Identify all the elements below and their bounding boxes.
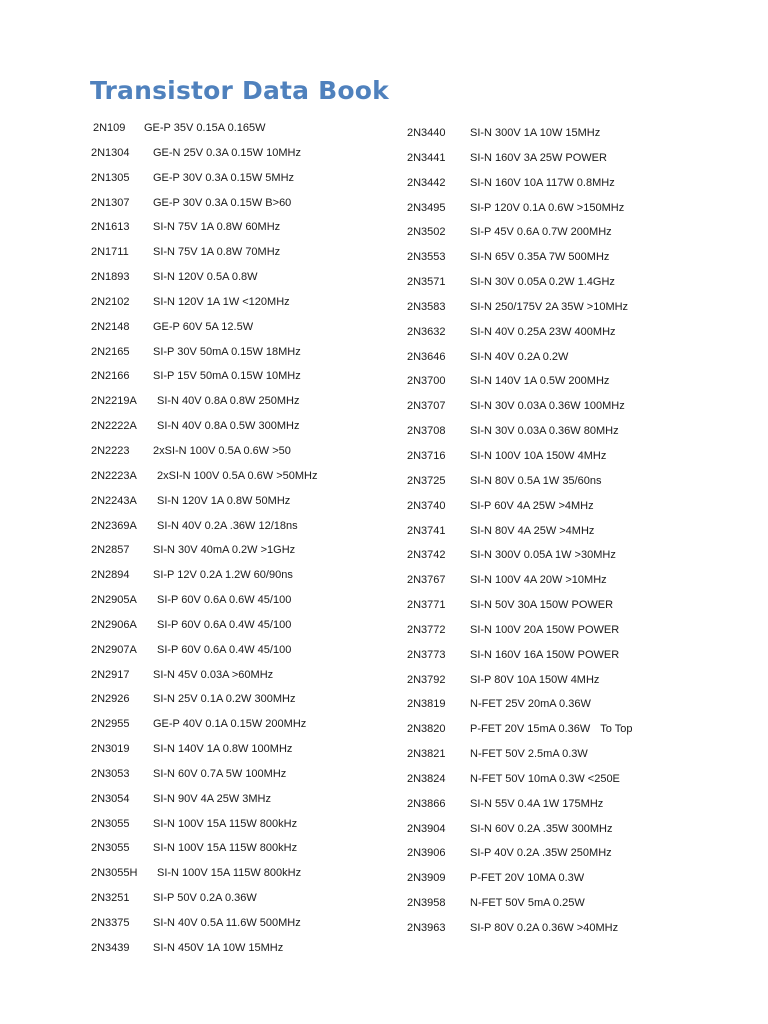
part-spec xyxy=(157,417,299,435)
spec-text: SI-P 30V 50mA 0.15W 18MHz xyxy=(153,345,301,358)
spec-text: SI-N 60V 0.7A 5W 100MHz xyxy=(153,767,287,780)
part-spec xyxy=(470,273,615,291)
spec-text: SI-N 160V 3A 25W POWER xyxy=(470,151,607,164)
part-number: 2N1613 xyxy=(91,221,130,234)
part-number: 2N3495 xyxy=(407,201,446,214)
part-spec xyxy=(470,348,568,366)
spec-text: SI-N 90V 4A 25W 3MHz xyxy=(153,792,271,805)
part-number: 2N3792 xyxy=(407,673,446,686)
spec-text: SI-P 60V 0.6A 0.4W 45/100 xyxy=(157,643,292,656)
spec-text: SI-P 60V 0.6A 0.6W 45/100 xyxy=(157,594,292,607)
part-spec xyxy=(153,566,293,584)
part-spec xyxy=(470,571,607,589)
part-spec xyxy=(470,372,609,390)
part-spec xyxy=(157,467,318,485)
part-spec xyxy=(153,169,294,187)
spec-text: SI-N 80V 4A 25W >4MHz xyxy=(470,524,595,537)
spec-text: P-FET 20V 15mA 0.36W xyxy=(470,723,591,736)
part-number: 2N3646 xyxy=(407,350,446,363)
part-spec xyxy=(470,323,616,341)
spec-text: SI-N 65V 0.35A 7W 500MHz xyxy=(470,251,610,264)
part-spec xyxy=(153,889,257,907)
spec-text: GE-P 30V 0.3A 0.15W 5MHz xyxy=(153,171,295,184)
part-number: 2N1893 xyxy=(91,271,130,284)
spec-text: SI-N 100V 20A 150W POWER xyxy=(470,623,620,636)
part-number: 2N2857 xyxy=(91,544,130,557)
part-number: 2N1304 xyxy=(91,146,130,159)
spec-text: SI-P 60V 0.6A 0.4W 45/100 xyxy=(157,618,292,631)
spec-text: SI-N 25V 0.1A 0.2W 300MHz xyxy=(153,693,296,706)
part-spec xyxy=(470,248,609,266)
spec-text: SI-N 100V 15A 115W 800kHz xyxy=(153,842,298,855)
part-number: 2N2917 xyxy=(91,668,130,681)
part-spec xyxy=(470,720,632,738)
part-spec xyxy=(157,517,298,535)
part-spec xyxy=(470,174,615,192)
part-number: 2N3707 xyxy=(407,400,446,413)
part-number: 2N3055 xyxy=(91,842,130,855)
part-spec xyxy=(470,695,591,713)
part-number: 2N3773 xyxy=(407,648,446,661)
part-number: 2N3375 xyxy=(91,917,130,929)
spec-text: N-FET 50V 10mA 0.3W <250E xyxy=(470,772,620,785)
part-number: 2N3963 xyxy=(407,922,446,934)
spec-text: SI-N 120V 1A 0.8W 50MHz xyxy=(157,494,291,507)
spec-text: SI-N 100V 10A 150W 4MHz xyxy=(470,449,607,462)
part-spec xyxy=(153,144,301,162)
part-spec xyxy=(153,318,253,336)
part-spec xyxy=(470,447,606,465)
spec-text: SI-N 40V 0.2A .36W 12/18ns xyxy=(157,519,298,532)
part-spec xyxy=(153,839,297,857)
part-number: 2N1307 xyxy=(91,196,130,209)
part-spec xyxy=(153,666,273,684)
part-spec xyxy=(470,621,619,639)
part-spec xyxy=(470,149,607,167)
part-spec xyxy=(153,343,301,361)
part-spec xyxy=(157,641,291,659)
spec-text: GE-P 30V 0.3A 0.15W B>60 xyxy=(153,196,292,209)
part-spec xyxy=(153,740,292,758)
spec-text: SI-N 75V 1A 0.8W 60MHz xyxy=(153,221,281,234)
spec-text: 2xSI-N 100V 0.5A 0.6W >50MHz xyxy=(157,469,318,482)
part-number: 2N3251 xyxy=(91,892,130,905)
part-spec xyxy=(470,671,599,689)
spec-text: SI-N 30V 0.03A 0.36W 80MHz xyxy=(470,425,619,438)
part-number: 2N3772 xyxy=(407,623,446,636)
part-spec xyxy=(157,616,291,634)
part-number: 2N2907A xyxy=(91,643,137,656)
spec-text: GE-P 40V 0.1A 0.15W 200MHz xyxy=(153,718,307,731)
part-spec xyxy=(157,492,290,510)
part-number: 2N3502 xyxy=(407,226,446,239)
part-spec xyxy=(470,472,601,490)
part-number: 2N3441 xyxy=(407,151,446,164)
part-spec xyxy=(470,919,618,937)
spec-text: SI-N 250/175V 2A 35W >10MHz xyxy=(470,300,629,313)
part-spec xyxy=(153,914,301,932)
spec-text: N-FET 50V 2.5mA 0.3W xyxy=(470,748,588,761)
part-number: 2N3716 xyxy=(407,449,446,462)
spec-text: GE-N 25V 0.3A 0.15W 10MHz xyxy=(153,146,301,159)
part-number: 2N2906A xyxy=(91,618,137,631)
spec-text: N-FET 50V 5mA 0.25W xyxy=(470,897,585,910)
part-number: 2N2223 xyxy=(91,444,130,457)
part-number: 2N3632 xyxy=(407,325,446,338)
part-spec xyxy=(470,745,588,763)
spec-text: SI-P 45V 0.6A 0.7W 200MHz xyxy=(470,226,612,239)
part-number: 2N3440 xyxy=(407,127,446,139)
spec-text: P-FET 20V 10MA 0.3W xyxy=(470,872,585,885)
part-number: 2N3553 xyxy=(407,251,446,264)
spec-text: SI-N 40V 0.8A 0.5W 300MHz xyxy=(157,420,300,433)
part-spec xyxy=(470,596,613,614)
spec-text: SI-N 40V 0.2A 0.2W xyxy=(470,350,569,363)
spec-text: SI-P 12V 0.2A 1.2W 60/90ns xyxy=(153,569,293,582)
part-spec xyxy=(153,765,286,783)
part-number: 2N2905A xyxy=(91,594,137,607)
spec-text: SI-N 300V 0.05A 1W >30MHz xyxy=(470,549,616,562)
spec-text: SI-N 40V 0.5A 11.6W 500MHz xyxy=(153,917,301,929)
spec-text: SI-N 40V 0.8A 0.8W 250MHz xyxy=(157,395,300,408)
spec-text: SI-N 30V 0.05A 0.2W 1.4GHz xyxy=(470,276,615,289)
part-spec xyxy=(470,894,585,912)
spec-text: SI-P 80V 10A 150W 4MHz xyxy=(470,673,600,686)
part-number: 2N2102 xyxy=(91,295,130,308)
part-spec xyxy=(470,522,594,540)
part-spec xyxy=(470,844,612,862)
part-spec xyxy=(153,690,295,708)
part-number: 2N3725 xyxy=(407,474,446,487)
part-spec xyxy=(470,223,612,241)
to-top-link[interactable]: To Top xyxy=(600,723,633,736)
part-spec xyxy=(470,646,619,664)
spec-text: SI-P 15V 50mA 0.15W 10MHz xyxy=(153,370,301,383)
part-spec xyxy=(470,397,625,415)
spec-text: SI-N 100V 4A 20W >10MHz xyxy=(470,574,607,587)
part-number: 2N3767 xyxy=(407,574,446,587)
part-number: 2N3740 xyxy=(407,499,446,512)
part-number: 2N3053 xyxy=(91,767,130,780)
part-number: 2N2223A xyxy=(91,469,137,482)
part-spec xyxy=(153,367,301,385)
spec-text: SI-N 45V 0.03A >60MHz xyxy=(153,668,274,681)
spec-text: 2xSI-N 100V 0.5A 0.6W >50 xyxy=(153,444,291,457)
spec-text: SI-N 160V 10A 117W 0.8MHz xyxy=(470,176,615,189)
part-number: 2N2219A xyxy=(91,395,137,408)
part-number: 2N3054 xyxy=(91,792,130,805)
part-spec xyxy=(470,795,603,813)
part-number: 2N2926 xyxy=(91,693,130,706)
part-number: 2N1305 xyxy=(91,171,130,184)
part-number: 2N2165 xyxy=(91,345,130,358)
part-spec xyxy=(153,218,280,236)
part-spec xyxy=(470,497,594,515)
part-number: 2N3439 xyxy=(91,941,130,954)
part-number: 2N3055H xyxy=(91,867,138,880)
part-number: 2N3824 xyxy=(407,772,446,785)
part-spec xyxy=(153,815,297,833)
part-number: 2N3742 xyxy=(407,549,446,562)
part-number: 2N3741 xyxy=(407,524,446,537)
spec-text: SI-P 40V 0.2A .35W 250MHz xyxy=(470,847,612,860)
spec-text: GE-P 35V 0.15A 0.165W xyxy=(144,122,266,134)
part-number: 2N3571 xyxy=(407,276,446,289)
spec-text: SI-N 100V 15A 115W 800kHz xyxy=(157,867,302,880)
part-spec xyxy=(470,820,612,838)
part-number: 2N2222A xyxy=(91,420,137,433)
part-number: 2N109 xyxy=(93,122,126,134)
part-spec xyxy=(153,715,306,733)
part-spec xyxy=(153,194,291,212)
spec-text: GE-P 60V 5A 12.5W xyxy=(153,320,254,333)
spec-text: SI-N 140V 1A 0.5W 200MHz xyxy=(470,375,610,388)
part-spec xyxy=(470,770,620,788)
part-spec xyxy=(153,293,290,311)
part-spec xyxy=(470,422,619,440)
part-number: 2N3821 xyxy=(407,748,446,761)
part-spec xyxy=(470,124,600,142)
part-spec xyxy=(470,546,616,564)
part-spec xyxy=(153,243,280,261)
part-number: 2N3820 xyxy=(407,723,446,736)
spec-text: SI-N 60V 0.2A .35W 300MHz xyxy=(470,822,613,835)
spec-text: SI-P 60V 4A 25W >4MHz xyxy=(470,499,594,512)
spec-text: SI-N 55V 0.4A 1W 175MHz xyxy=(470,797,604,810)
part-spec xyxy=(157,591,291,609)
spec-text: SI-P 120V 0.1A 0.6W >150MHz xyxy=(470,201,625,214)
part-number: 2N3866 xyxy=(407,797,446,810)
part-number: 2N2369A xyxy=(91,519,137,532)
spec-text: SI-N 40V 0.25A 23W 400MHz xyxy=(470,325,616,338)
spec-text: SI-N 300V 1A 10W 15MHz xyxy=(470,127,601,139)
spec-text: SI-N 100V 15A 115W 800kHz xyxy=(153,817,298,830)
spec-text: SI-N 50V 30A 150W POWER xyxy=(470,599,614,612)
part-spec xyxy=(153,939,283,957)
part-number: 2N3019 xyxy=(91,743,130,756)
part-spec xyxy=(144,119,265,137)
part-spec xyxy=(470,199,624,217)
part-number: 2N2166 xyxy=(91,370,130,383)
part-number: 2N1711 xyxy=(91,246,129,259)
spec-text: SI-P 50V 0.2A 0.36W xyxy=(153,892,257,905)
part-spec xyxy=(470,298,628,316)
part-number: 2N3909 xyxy=(407,872,446,885)
spec-text: SI-N 140V 1A 0.8W 100MHz xyxy=(153,743,293,756)
spec-text: SI-N 75V 1A 0.8W 70MHz xyxy=(153,246,281,259)
part-number: 2N3819 xyxy=(407,698,446,711)
part-number: 2N2894 xyxy=(91,569,130,582)
part-spec xyxy=(153,790,271,808)
spec-text: SI-N 120V 0.5A 0.8W xyxy=(153,271,258,284)
part-number: 2N2148 xyxy=(91,320,130,333)
spec-text: SI-N 120V 1A 1W <120MHz xyxy=(153,295,290,308)
part-number: 2N3700 xyxy=(407,375,446,388)
part-spec xyxy=(153,442,291,460)
part-number: 2N3958 xyxy=(407,897,446,910)
part-spec xyxy=(153,541,295,559)
part-number: 2N3904 xyxy=(407,822,446,835)
part-spec xyxy=(157,392,299,410)
part-number: 2N3055 xyxy=(91,817,130,830)
spec-text: SI-N 30V 0.03A 0.36W 100MHz xyxy=(470,400,625,413)
spec-text: SI-N 80V 0.5A 1W 35/60ns xyxy=(470,474,602,487)
spec-text: SI-N 30V 40mA 0.2W >1GHz xyxy=(153,544,296,557)
spec-text: SI-N 450V 1A 10W 15MHz xyxy=(153,941,284,954)
spec-text: N-FET 25V 20mA 0.36W xyxy=(470,698,591,711)
part-number: 2N3771 xyxy=(407,599,446,612)
part-number: 2N3708 xyxy=(407,425,446,438)
part-spec xyxy=(153,268,258,286)
page-title: Transistor Data Book xyxy=(90,76,389,105)
spec-text: SI-N 160V 16A 150W POWER xyxy=(470,648,620,661)
part-spec xyxy=(470,869,584,887)
part-number: 2N2243A xyxy=(91,494,137,507)
part-number: 2N3442 xyxy=(407,176,446,189)
part-spec xyxy=(157,864,301,882)
part-number: 2N3906 xyxy=(407,847,446,860)
spec-text: SI-P 80V 0.2A 0.36W >40MHz xyxy=(470,922,619,934)
part-number: 2N2955 xyxy=(91,718,130,731)
part-number: 2N3583 xyxy=(407,300,446,313)
